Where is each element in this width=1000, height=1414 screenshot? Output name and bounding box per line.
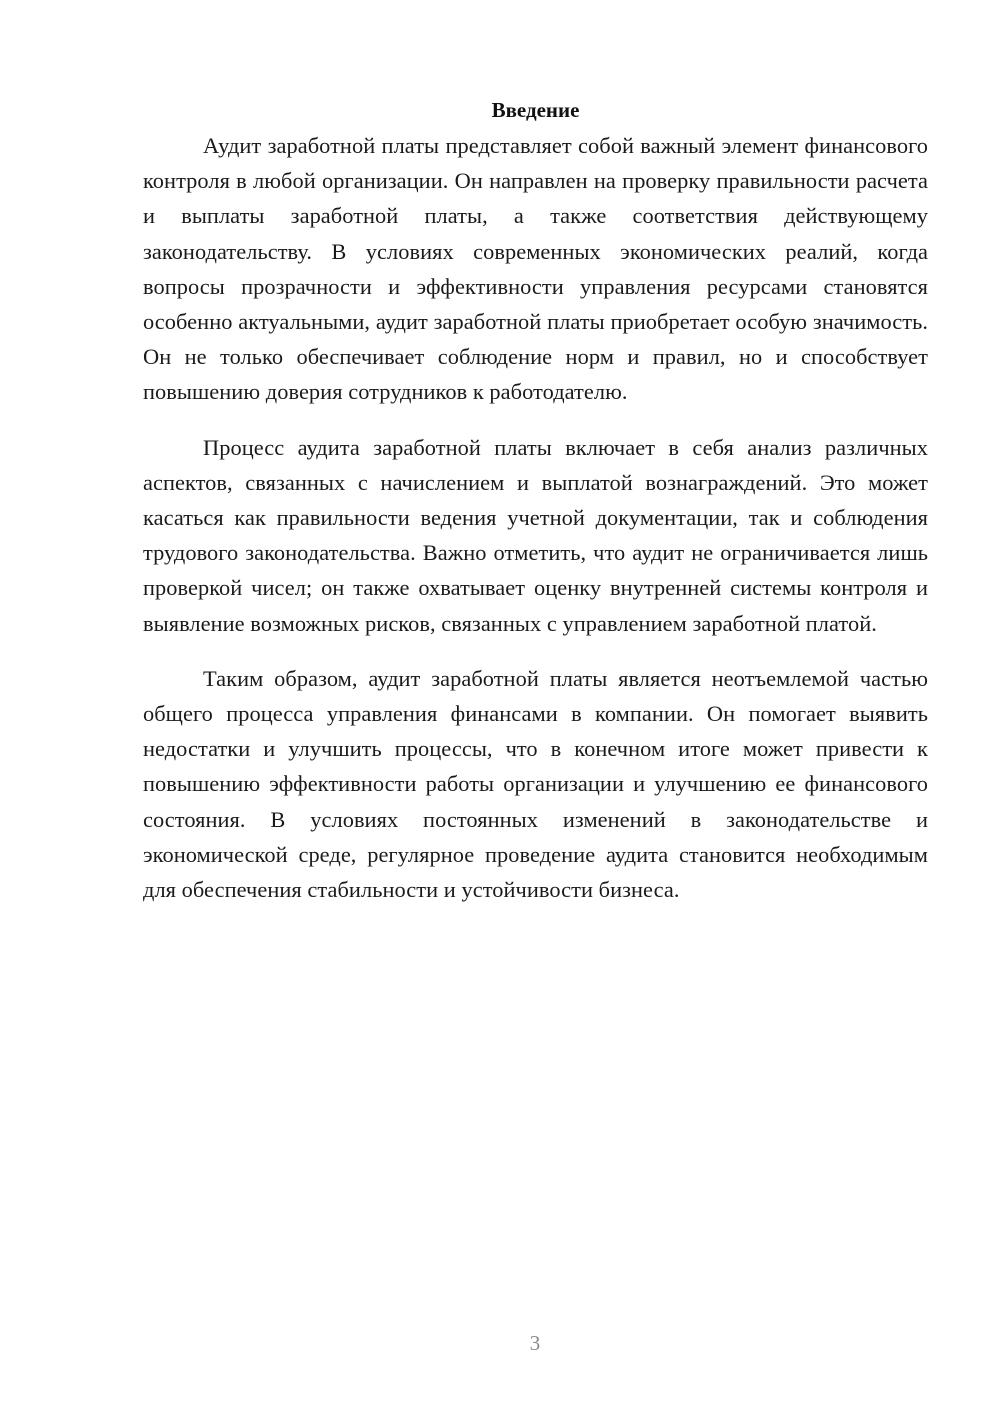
- paragraph-1: Аудит заработной платы представляет собой важный элемент финансового контроля в любой организации. Он направлен на проверку правильности расчета и выплаты заработной платы, а также соответствия действующему законодательству. В условиях современных экономических реалий, когда вопросы прозрачности и эффективности управления ресурсами становятся особенно актуальными, аудит заработной платы приобретает особую значимость. Он не только обеспечивает соблюдение норм и правил, но и способствует повышению доверия сотрудников к работодателю.: [143, 133, 928, 405]
- page-number: 3: [529, 1331, 541, 1355]
- paragraph-2: Процесс аудита заработной платы включает в себя анализ различных аспектов, связанных с начислением и выплатой вознаграждений. Это может касаться как правильности ведения учетной документации, так и соблюдения трудового законодательства. Важно отметить, что аудит не ограничивается лишь проверкой чисел; он также охватывает оценку внутренней системы контроля и выявление возможных рисков, связанных с управлением заработной платой.: [143, 434, 928, 636]
- paragraph-3: Таким образом, аудит заработной платы является неотъемлемой частью общего процесса управления финансами в компании. Он помогает выявить недостатки и улучшить процессы, что в конечном итоге может привести к повышению эффективности работы организации и улучшению ее финансового состояния. В условиях постоянных изменений в законодательстве и экономической среде, регулярное проведение аудита становится необходимым для обеспечения стабильности и устойчивости бизнеса.: [143, 665, 928, 903]
- page-content: [143, 93, 928, 907]
- section-title: Введение: [491, 98, 580, 122]
